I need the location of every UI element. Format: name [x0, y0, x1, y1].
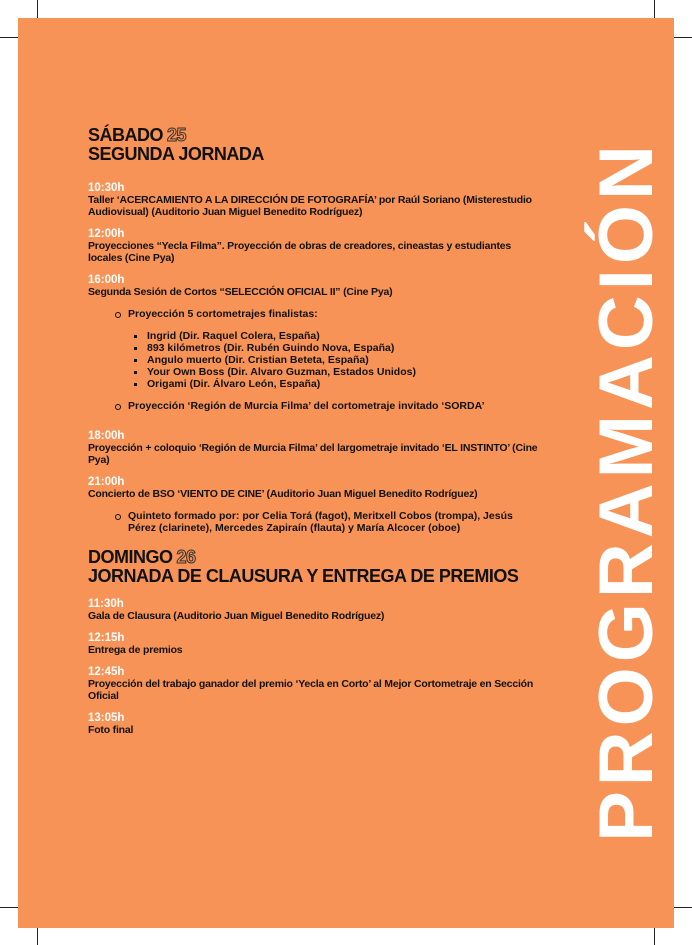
film-item: Origami (Dir. Álvaro León, España): [134, 378, 538, 390]
event-desc: Proyecciones “Yecla Filma”. Proyección de obras de creadores, cineastas y estudiantes locales (Cine Pya): [88, 240, 512, 264]
event-desc: Proyección + coloquio ‘Región de Murcia Filma’ del largometraje invitado ‘EL INSTINTO’ (Cine Pya): [88, 442, 538, 466]
list-item: [114, 510, 538, 534]
event-desc: Proyección del trabajo ganador del premio ‘Yecla en Corto’ al Mejor Cortometraje en Sección Oficial: [88, 678, 534, 702]
event-desc: Taller ‘ACERCAMIENTO A LA DIRECCIÓN DE FOTOGRAFÍA’ por Raúl Soriano (Misterestudio Audiovisual) (Auditorio Juan Miguel Benedito Rodríguez): [88, 194, 532, 218]
day-sunday: [88, 548, 538, 736]
event-time: 10:30h: [88, 182, 125, 194]
event: [88, 598, 538, 622]
list-item-text: Proyección 5 cortometrajes finalistas:: [128, 308, 318, 320]
film-item: 893 kilómetros (Dir. Rubén Guindo Nova, España): [134, 342, 538, 354]
event: [88, 476, 538, 534]
event: [88, 712, 538, 736]
day-number: 26: [176, 547, 196, 567]
event-time: 21:00h: [88, 476, 125, 488]
sub-list: [88, 308, 538, 412]
film-list: [128, 330, 538, 390]
event-time: 13:05h: [88, 712, 125, 724]
event-time: 18:00h: [88, 430, 125, 442]
event: [88, 228, 538, 264]
day-subtitle: SEGUNDA JORNADA: [88, 144, 264, 164]
film-item: Ingrid (Dir. Raquel Colera, España): [134, 330, 538, 342]
event: [88, 632, 538, 656]
crop-mark: [654, 0, 655, 18]
crop-mark: [0, 37, 18, 38]
crop-mark: [0, 907, 18, 908]
day-subtitle: JORNADA DE CLAUSURA Y ENTREGA DE PREMIOS: [88, 566, 519, 586]
crop-mark: [674, 907, 692, 908]
event-desc: Entrega de premios: [88, 644, 183, 656]
list-item-text: Proyección ‘Región de Murcia Filma’ del cortometraje invitado ‘SORDA’: [128, 400, 485, 412]
list-item: [114, 400, 538, 412]
event-time: 11:30h: [88, 598, 124, 610]
event-desc: Gala de Clausura (Auditorio Juan Miguel Benedito Rodríguez): [88, 610, 385, 622]
film-item: Your Own Boss (Dir. Alvaro Guzman, Estados Unidos): [134, 366, 538, 378]
day-label: DOMINGO: [88, 547, 173, 567]
crop-mark: [37, 0, 38, 18]
event-desc: Segunda Sesión de Cortos “SELECCIÓN OFICIAL II” (Cine Pya): [88, 286, 393, 298]
list-item: [114, 308, 538, 390]
sub-list: [88, 510, 538, 534]
event-desc: Concierto de BSO ‘VIENTO DE CINE’ (Auditorio Juan Miguel Benedito Rodríguez): [88, 488, 478, 500]
day-saturday: [88, 126, 538, 534]
event-time: 16:00h: [88, 274, 125, 286]
event: [88, 274, 538, 412]
program-content: [88, 126, 538, 736]
vertical-title: PROGRAMACIÓN: [584, 140, 669, 842]
day-number: 25: [167, 125, 187, 145]
crop-mark: [674, 37, 692, 38]
list-item-text: Quinteto formado por: por Celia Torá (fagot), Meritxell Cobos (trompa), Jesús Pérez (clarinete), Mercedes Zapiraín (flauta) y María Alcocer (oboe): [128, 510, 513, 534]
day-label: SÁBADO: [88, 125, 164, 145]
event: [88, 666, 538, 702]
event-desc: Foto final: [88, 724, 134, 736]
event: [88, 182, 538, 218]
day-heading: [88, 126, 538, 145]
event-time: 12:00h: [88, 228, 125, 240]
event-time: 12:15h: [88, 632, 125, 644]
event-time: 12:45h: [88, 666, 125, 678]
event: [88, 430, 538, 466]
film-item: Angulo muerto (Dir. Cristian Beteta, España): [134, 354, 538, 366]
day-heading: [88, 548, 538, 567]
crop-mark: [654, 927, 655, 945]
crop-mark: [37, 927, 38, 945]
